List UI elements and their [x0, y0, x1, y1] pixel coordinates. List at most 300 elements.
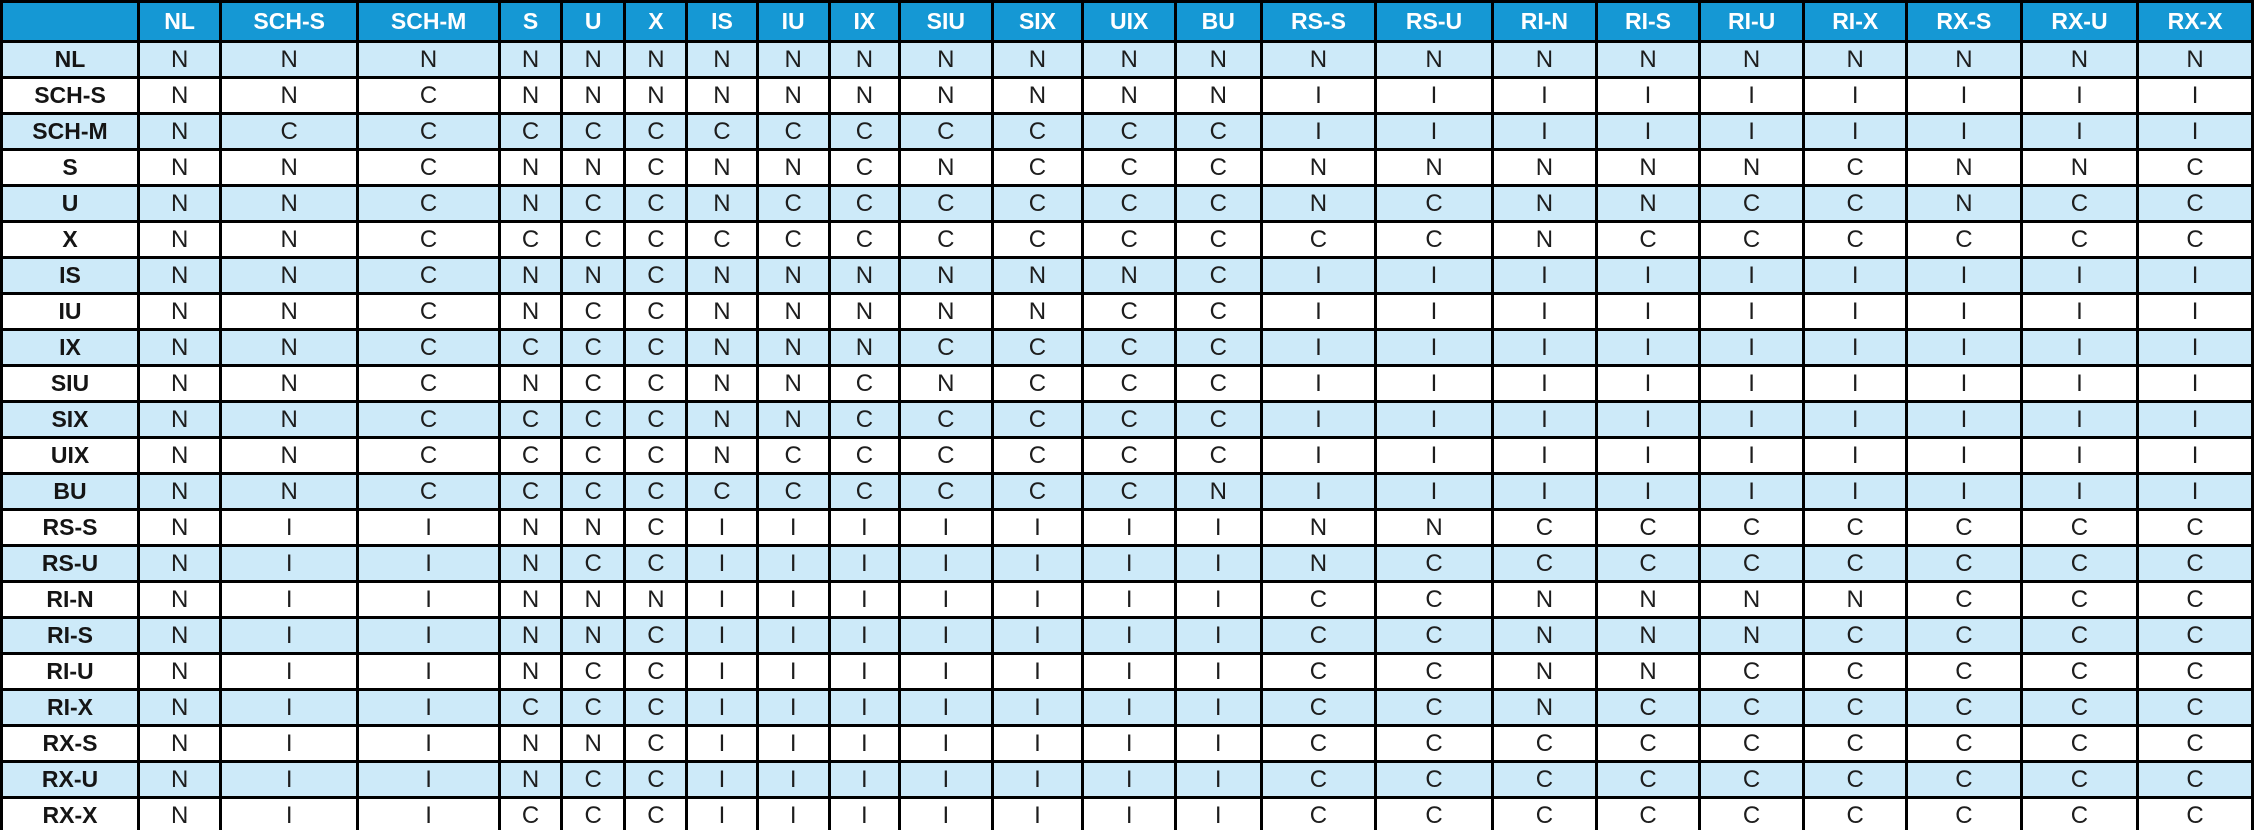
matrix-cell: I: [2138, 366, 2253, 402]
matrix-cell: I: [829, 618, 899, 654]
matrix-row: [2, 438, 2253, 474]
matrix-cell: I: [1907, 438, 2022, 474]
matrix-cell: C: [358, 294, 500, 330]
matrix-cell: N: [1597, 186, 1700, 222]
matrix-cell: N: [139, 546, 221, 582]
matrix-cell: I: [992, 690, 1083, 726]
row-label: X: [2, 222, 139, 258]
matrix-cell: C: [2138, 186, 2253, 222]
matrix-cell: C: [1597, 546, 1700, 582]
matrix-cell: C: [1175, 150, 1261, 186]
matrix-cell: I: [2021, 438, 2137, 474]
matrix-cell: I: [1804, 258, 1907, 294]
matrix-cell: I: [992, 510, 1083, 546]
matrix-cell: I: [358, 762, 500, 798]
matrix-cell: N: [139, 42, 221, 78]
matrix-cell: C: [2021, 582, 2137, 618]
matrix-cell: C: [2021, 654, 2137, 690]
matrix-cell: I: [1261, 330, 1376, 366]
row-label: IU: [2, 294, 139, 330]
matrix-cell: I: [757, 618, 829, 654]
matrix-cell: C: [561, 474, 625, 510]
matrix-cell: N: [500, 78, 562, 114]
matrix-row: [2, 258, 2253, 294]
matrix-row: [2, 618, 2253, 654]
matrix-cell: N: [900, 366, 993, 402]
matrix-row: [2, 798, 2253, 830]
matrix-row: [2, 654, 2253, 690]
matrix-cell: C: [1175, 438, 1261, 474]
matrix-cell: I: [1804, 474, 1907, 510]
column-header: SCH-M: [358, 2, 500, 42]
matrix-cell: C: [1083, 114, 1176, 150]
row-label: RI-N: [2, 582, 139, 618]
matrix-cell: N: [561, 258, 625, 294]
matrix-cell: I: [687, 762, 757, 798]
matrix-cell: I: [1175, 582, 1261, 618]
matrix-cell: C: [1261, 654, 1376, 690]
matrix-cell: N: [757, 78, 829, 114]
matrix-row: [2, 402, 2253, 438]
matrix-cell: N: [687, 366, 757, 402]
matrix-cell: I: [687, 582, 757, 618]
matrix-cell: C: [1907, 762, 2022, 798]
matrix-cell: C: [1083, 186, 1176, 222]
matrix-cell: I: [687, 618, 757, 654]
matrix-cell: C: [1699, 510, 1803, 546]
matrix-cell: C: [829, 474, 899, 510]
matrix-cell: I: [829, 690, 899, 726]
matrix-cell: I: [1492, 402, 1596, 438]
matrix-cell: I: [1376, 258, 1492, 294]
row-label: RX-S: [2, 726, 139, 762]
matrix-cell: I: [687, 798, 757, 830]
matrix-cell: I: [1083, 618, 1176, 654]
matrix-cell: I: [1492, 258, 1596, 294]
matrix-cell: C: [1804, 762, 1907, 798]
column-header: RI-S: [1597, 2, 1700, 42]
matrix-cell: C: [561, 114, 625, 150]
matrix-cell: I: [221, 546, 358, 582]
matrix-cell: I: [757, 546, 829, 582]
column-header: RI-N: [1492, 2, 1596, 42]
row-label: SIX: [2, 402, 139, 438]
matrix-cell: C: [900, 330, 993, 366]
matrix-cell: C: [625, 294, 687, 330]
matrix-cell: I: [1597, 114, 1700, 150]
matrix-cell: I: [1907, 294, 2022, 330]
matrix-cell: C: [1492, 798, 1596, 830]
column-header: BU: [1175, 2, 1261, 42]
matrix-cell: C: [625, 690, 687, 726]
matrix-cell: N: [1261, 186, 1376, 222]
matrix-cell: N: [500, 258, 562, 294]
matrix-cell: C: [2021, 222, 2137, 258]
matrix-cell: C: [500, 798, 562, 830]
matrix-cell: C: [1376, 726, 1492, 762]
matrix-cell: C: [992, 366, 1083, 402]
matrix-cell: I: [358, 510, 500, 546]
matrix-cell: C: [625, 798, 687, 830]
matrix-cell: I: [1376, 402, 1492, 438]
matrix-cell: I: [1083, 546, 1176, 582]
matrix-cell: N: [992, 78, 1083, 114]
matrix-cell: C: [1804, 654, 1907, 690]
matrix-cell: I: [221, 582, 358, 618]
matrix-cell: I: [1083, 798, 1176, 830]
matrix-cell: N: [1492, 618, 1596, 654]
matrix-cell: C: [1083, 222, 1176, 258]
matrix-cell: I: [1907, 330, 2022, 366]
matrix-cell: C: [625, 654, 687, 690]
row-label: S: [2, 150, 139, 186]
matrix-cell: C: [561, 798, 625, 830]
matrix-cell: I: [829, 546, 899, 582]
matrix-cell: N: [1261, 546, 1376, 582]
column-header: RX-X: [2138, 2, 2253, 42]
matrix-cell: N: [1492, 42, 1596, 78]
matrix-cell: I: [1804, 438, 1907, 474]
matrix-cell: I: [1699, 114, 1803, 150]
matrix-cell: I: [757, 798, 829, 830]
matrix-cell: I: [900, 510, 993, 546]
matrix-row: [2, 42, 2253, 78]
matrix-cell: I: [2021, 330, 2137, 366]
matrix-cell: N: [561, 42, 625, 78]
matrix-cell: I: [687, 546, 757, 582]
matrix-cell: C: [1376, 690, 1492, 726]
matrix-cell: I: [992, 726, 1083, 762]
matrix-cell: C: [1699, 798, 1803, 830]
row-label: IX: [2, 330, 139, 366]
matrix-cell: N: [139, 186, 221, 222]
matrix-cell: C: [561, 762, 625, 798]
matrix-cell: I: [1597, 366, 1700, 402]
row-label: U: [2, 186, 139, 222]
row-label: RX-U: [2, 762, 139, 798]
matrix-cell: I: [2021, 258, 2137, 294]
matrix-cell: N: [139, 438, 221, 474]
matrix-cell: C: [757, 186, 829, 222]
matrix-cell: C: [900, 222, 993, 258]
matrix-cell: I: [1376, 114, 1492, 150]
matrix-row: [2, 78, 2253, 114]
matrix-cell: N: [500, 618, 562, 654]
matrix-cell: C: [1175, 366, 1261, 402]
column-header: RI-X: [1804, 2, 1907, 42]
column-header: RS-U: [1376, 2, 1492, 42]
matrix-cell: I: [687, 726, 757, 762]
matrix-cell: I: [1492, 294, 1596, 330]
matrix-cell: N: [687, 294, 757, 330]
matrix-cell: C: [1699, 222, 1803, 258]
matrix-cell: C: [625, 438, 687, 474]
matrix-cell: C: [1175, 294, 1261, 330]
matrix-cell: C: [1804, 150, 1907, 186]
matrix-cell: I: [1376, 366, 1492, 402]
matrix-cell: N: [2138, 42, 2253, 78]
column-header: SIX: [992, 2, 1083, 42]
matrix-cell: C: [1699, 654, 1803, 690]
matrix-cell: I: [687, 690, 757, 726]
matrix-cell: I: [757, 690, 829, 726]
matrix-cell: C: [1699, 546, 1803, 582]
matrix-cell: C: [1261, 762, 1376, 798]
matrix-cell: N: [139, 726, 221, 762]
matrix-cell: N: [687, 186, 757, 222]
matrix-cell: I: [1492, 366, 1596, 402]
matrix-cell: C: [1907, 654, 2022, 690]
matrix-cell: N: [139, 582, 221, 618]
matrix-cell: I: [358, 582, 500, 618]
matrix-cell: C: [2138, 150, 2253, 186]
matrix-cell: C: [687, 222, 757, 258]
matrix-cell: C: [625, 186, 687, 222]
matrix-cell: I: [1804, 402, 1907, 438]
matrix-cell: C: [1492, 510, 1596, 546]
matrix-cell: N: [829, 78, 899, 114]
matrix-cell: I: [1597, 294, 1700, 330]
matrix-cell: N: [358, 42, 500, 78]
matrix-cell: I: [1175, 510, 1261, 546]
matrix-cell: C: [1083, 438, 1176, 474]
matrix-cell: N: [992, 294, 1083, 330]
matrix-cell: C: [900, 438, 993, 474]
matrix-cell: N: [500, 762, 562, 798]
matrix-cell: C: [358, 222, 500, 258]
matrix-cell: C: [625, 366, 687, 402]
matrix-cell: N: [1175, 42, 1261, 78]
matrix-cell: I: [900, 654, 993, 690]
matrix-cell: I: [1175, 654, 1261, 690]
matrix-cell: I: [1376, 438, 1492, 474]
matrix-cell: N: [500, 150, 562, 186]
matrix-cell: C: [1083, 474, 1176, 510]
matrix-cell: I: [1804, 78, 1907, 114]
column-header: RX-S: [1907, 2, 2022, 42]
matrix-cell: I: [1597, 402, 1700, 438]
matrix-cell: C: [2021, 798, 2137, 830]
matrix-cell: N: [139, 258, 221, 294]
matrix-cell: I: [829, 582, 899, 618]
matrix-cell: N: [500, 726, 562, 762]
matrix-cell: I: [1175, 618, 1261, 654]
matrix-cell: I: [1083, 762, 1176, 798]
matrix-cell: I: [1261, 294, 1376, 330]
matrix-cell: C: [1261, 222, 1376, 258]
matrix-cell: N: [561, 510, 625, 546]
matrix-cell: N: [1907, 150, 2022, 186]
matrix-cell: N: [2021, 150, 2137, 186]
matrix-cell: I: [1907, 114, 2022, 150]
matrix-cell: I: [221, 762, 358, 798]
matrix-cell: I: [1083, 582, 1176, 618]
matrix-cell: N: [829, 330, 899, 366]
matrix-row: [2, 726, 2253, 762]
matrix-cell: C: [1804, 618, 1907, 654]
matrix-cell: C: [500, 330, 562, 366]
matrix-cell: I: [900, 726, 993, 762]
matrix-cell: C: [1175, 402, 1261, 438]
matrix-cell: C: [1376, 546, 1492, 582]
matrix-cell: I: [1083, 510, 1176, 546]
matrix-cell: N: [1492, 186, 1596, 222]
matrix-cell: C: [358, 150, 500, 186]
matrix-cell: C: [1175, 258, 1261, 294]
matrix-cell: C: [1261, 582, 1376, 618]
matrix-cell: C: [992, 402, 1083, 438]
matrix-cell: N: [1261, 150, 1376, 186]
matrix-cell: C: [992, 330, 1083, 366]
matrix-cell: I: [1907, 366, 2022, 402]
matrix-cell: N: [561, 618, 625, 654]
matrix-cell: C: [2138, 582, 2253, 618]
matrix-cell: I: [1804, 114, 1907, 150]
matrix-cell: I: [992, 654, 1083, 690]
column-header: NL: [139, 2, 221, 42]
matrix-cell: I: [1492, 474, 1596, 510]
matrix-cell: C: [1804, 186, 1907, 222]
matrix-cell: I: [1492, 438, 1596, 474]
matrix-cell: I: [829, 798, 899, 830]
matrix-cell: C: [500, 402, 562, 438]
matrix-cell: C: [1492, 546, 1596, 582]
matrix-cell: N: [221, 438, 358, 474]
matrix-cell: N: [1492, 690, 1596, 726]
matrix-row: [2, 330, 2253, 366]
matrix-cell: C: [687, 114, 757, 150]
matrix-cell: N: [687, 150, 757, 186]
matrix-cell: N: [687, 330, 757, 366]
matrix-cell: N: [139, 114, 221, 150]
matrix-cell: C: [561, 690, 625, 726]
matrix-cell: I: [2138, 474, 2253, 510]
matrix-cell: N: [900, 294, 993, 330]
matrix-cell: C: [625, 150, 687, 186]
matrix-cell: I: [1083, 726, 1176, 762]
matrix-cell: I: [1175, 690, 1261, 726]
matrix-cell: I: [358, 546, 500, 582]
matrix-cell: N: [757, 150, 829, 186]
matrix-cell: C: [358, 330, 500, 366]
matrix-cell: I: [992, 618, 1083, 654]
matrix-cell: I: [1175, 762, 1261, 798]
matrix-cell: C: [2021, 690, 2137, 726]
matrix-cell: I: [1261, 366, 1376, 402]
matrix-cell: N: [221, 42, 358, 78]
matrix-cell: N: [139, 510, 221, 546]
matrix-cell: N: [139, 762, 221, 798]
matrix-cell: I: [221, 726, 358, 762]
matrix-cell: C: [2021, 546, 2137, 582]
matrix-cell: C: [358, 366, 500, 402]
matrix-cell: I: [2138, 330, 2253, 366]
matrix-cell: I: [900, 798, 993, 830]
matrix-cell: C: [757, 114, 829, 150]
matrix-cell: N: [757, 402, 829, 438]
matrix-cell: C: [561, 222, 625, 258]
matrix-cell: C: [757, 474, 829, 510]
matrix-cell: N: [1699, 618, 1803, 654]
matrix-cell: N: [1175, 474, 1261, 510]
matrix-cell: I: [358, 654, 500, 690]
matrix-cell: N: [500, 186, 562, 222]
matrix-cell: C: [2138, 546, 2253, 582]
matrix-header-row: [2, 2, 2253, 42]
matrix-cell: N: [1804, 582, 1907, 618]
matrix-cell: N: [1492, 150, 1596, 186]
matrix-cell: C: [2021, 726, 2137, 762]
matrix-cell: N: [687, 258, 757, 294]
matrix-cell: N: [1597, 582, 1700, 618]
matrix-cell: I: [1907, 474, 2022, 510]
matrix-cell: N: [221, 474, 358, 510]
matrix-cell: C: [1597, 726, 1700, 762]
matrix-cell: C: [1261, 618, 1376, 654]
matrix-cell: N: [500, 366, 562, 402]
matrix-cell: C: [992, 150, 1083, 186]
matrix-cell: N: [900, 78, 993, 114]
matrix-cell: I: [1699, 78, 1803, 114]
matrix-cell: N: [139, 150, 221, 186]
row-label: RI-U: [2, 654, 139, 690]
matrix-cell: C: [1597, 510, 1700, 546]
matrix-cell: C: [500, 222, 562, 258]
row-label: RS-S: [2, 510, 139, 546]
matrix-cell: I: [358, 618, 500, 654]
matrix-cell: I: [1492, 330, 1596, 366]
matrix-header: [2, 2, 2253, 42]
matrix-cell: N: [757, 294, 829, 330]
matrix-cell: C: [1907, 222, 2022, 258]
matrix-cell: C: [900, 474, 993, 510]
column-header: RI-U: [1699, 2, 1803, 42]
column-header: SCH-S: [221, 2, 358, 42]
column-header: IS: [687, 2, 757, 42]
matrix-cell: C: [561, 654, 625, 690]
matrix-cell: N: [1083, 42, 1176, 78]
matrix-cell: N: [1699, 42, 1803, 78]
matrix-row: [2, 690, 2253, 726]
matrix-cell: N: [139, 366, 221, 402]
matrix-cell: C: [757, 222, 829, 258]
matrix-cell: I: [1492, 78, 1596, 114]
matrix-cell: I: [900, 762, 993, 798]
matrix-cell: C: [1907, 690, 2022, 726]
matrix-cell: I: [1597, 438, 1700, 474]
matrix-cell: C: [1261, 798, 1376, 830]
matrix-cell: N: [221, 366, 358, 402]
matrix-cell: I: [1261, 438, 1376, 474]
matrix-cell: C: [358, 78, 500, 114]
matrix-cell: C: [1376, 618, 1492, 654]
matrix-body: [2, 42, 2253, 830]
matrix-row: [2, 222, 2253, 258]
matrix-cell: I: [1804, 366, 1907, 402]
matrix-cell: C: [500, 114, 562, 150]
matrix-cell: C: [1376, 222, 1492, 258]
matrix-cell: C: [2138, 222, 2253, 258]
matrix-cell: C: [829, 186, 899, 222]
matrix-cell: C: [625, 402, 687, 438]
matrix-cell: I: [1261, 114, 1376, 150]
matrix-cell: N: [221, 294, 358, 330]
column-header: IX: [829, 2, 899, 42]
matrix-cell: I: [358, 726, 500, 762]
matrix-cell: N: [561, 78, 625, 114]
matrix-cell: C: [1597, 690, 1700, 726]
matrix-row: [2, 474, 2253, 510]
